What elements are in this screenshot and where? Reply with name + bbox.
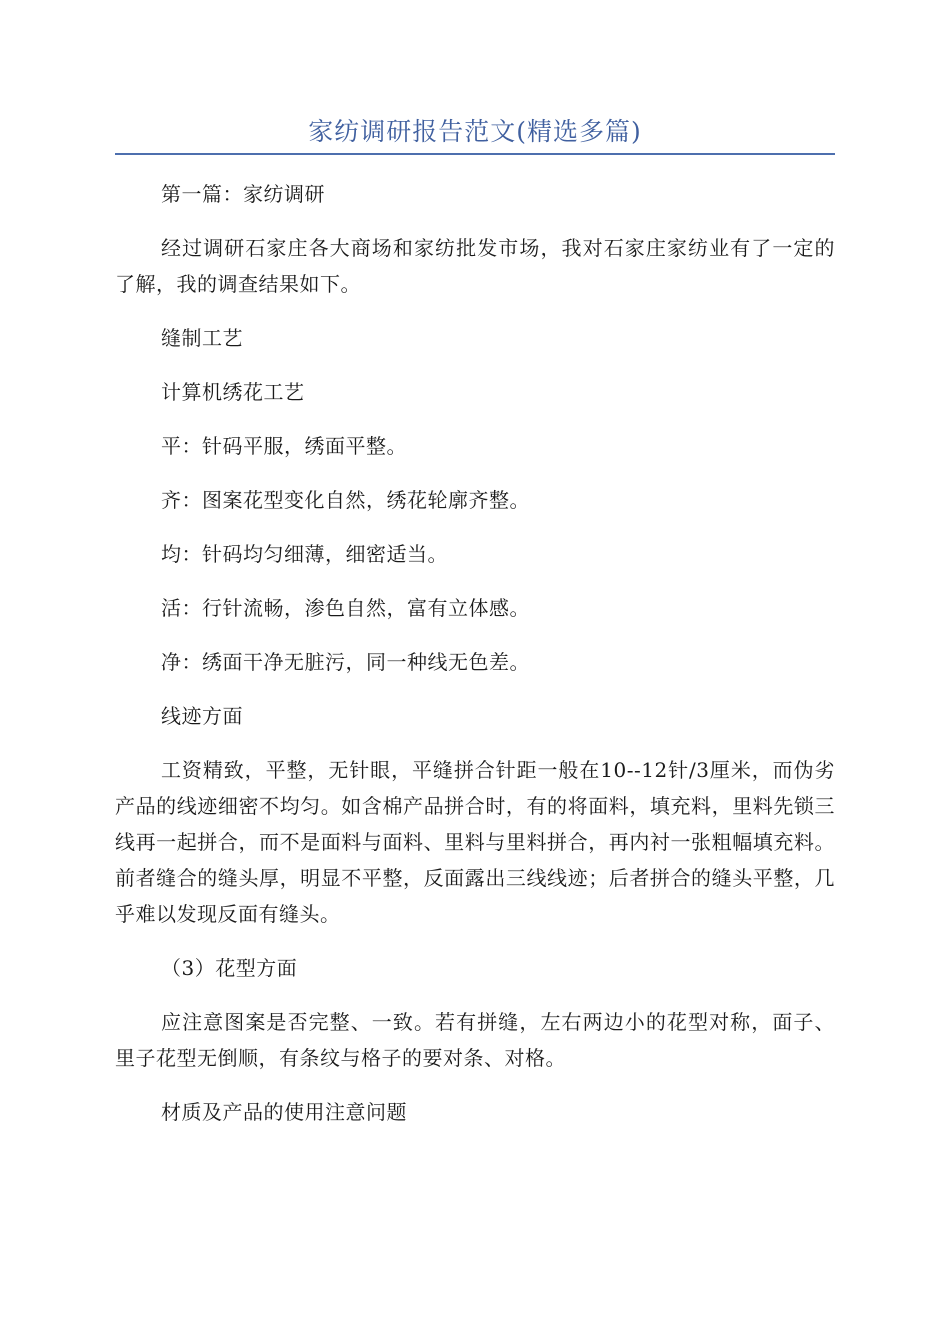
heading-sewing-process: 缝制工艺	[161, 326, 243, 350]
criterion-flat: 平：针码平服，绣面平整。	[161, 434, 407, 458]
heading-stitch-aspect: 线迹方面	[161, 704, 243, 728]
stitch-paragraph: 工资精致，平整，无针眼，平缝拼合针距一般在10--12针/3厘米，而伪劣产品的线迹细密不均匀。如含棉产品拼合时，有的将面料，填充料，里料先锁三线再一起拼合，而不是面料与面料、里料与里料拼合，再内衬一张粗幅填充料。前者缝合的缝头厚，明显不平整，反面露出三线线迹；后者拼合的缝头平整，几乎难以发现反面有缝头。	[115, 758, 835, 926]
document-body	[115, 176, 835, 1148]
criterion-lively: 活：行针流畅，渗色自然，富有立体感。	[161, 596, 530, 620]
criterion-even-outline: 齐：图案花型变化自然，绣花轮廓齐整。	[161, 488, 530, 512]
heading-embroidery-process: 计算机绣花工艺	[161, 380, 305, 404]
heading-pattern-aspect: （3）花型方面	[161, 956, 298, 980]
heading-materials-usage: 材质及产品的使用注意问题	[161, 1100, 407, 1124]
criterion-uniform: 均：针码均匀细薄，细密适当。	[161, 542, 448, 566]
document-title: 家纺调研报告范文(精选多篇)	[308, 117, 642, 146]
intro-paragraph: 经过调研石家庄各大商场和家纺批发市场，我对石家庄家纺业有了一定的了解，我的调查结果如下。	[115, 236, 835, 296]
title-underline	[115, 153, 835, 155]
criterion-clean: 净：绣面干净无脏污，同一种线无色差。	[161, 650, 530, 674]
section-heading-part-one: 第一篇：家纺调研	[161, 182, 325, 206]
pattern-paragraph: 应注意图案是否完整、一致。若有拼缝，左右两边小的花型对称，面子、里子花型无倒顺，有条纹与格子的要对条、对格。	[115, 1010, 835, 1070]
